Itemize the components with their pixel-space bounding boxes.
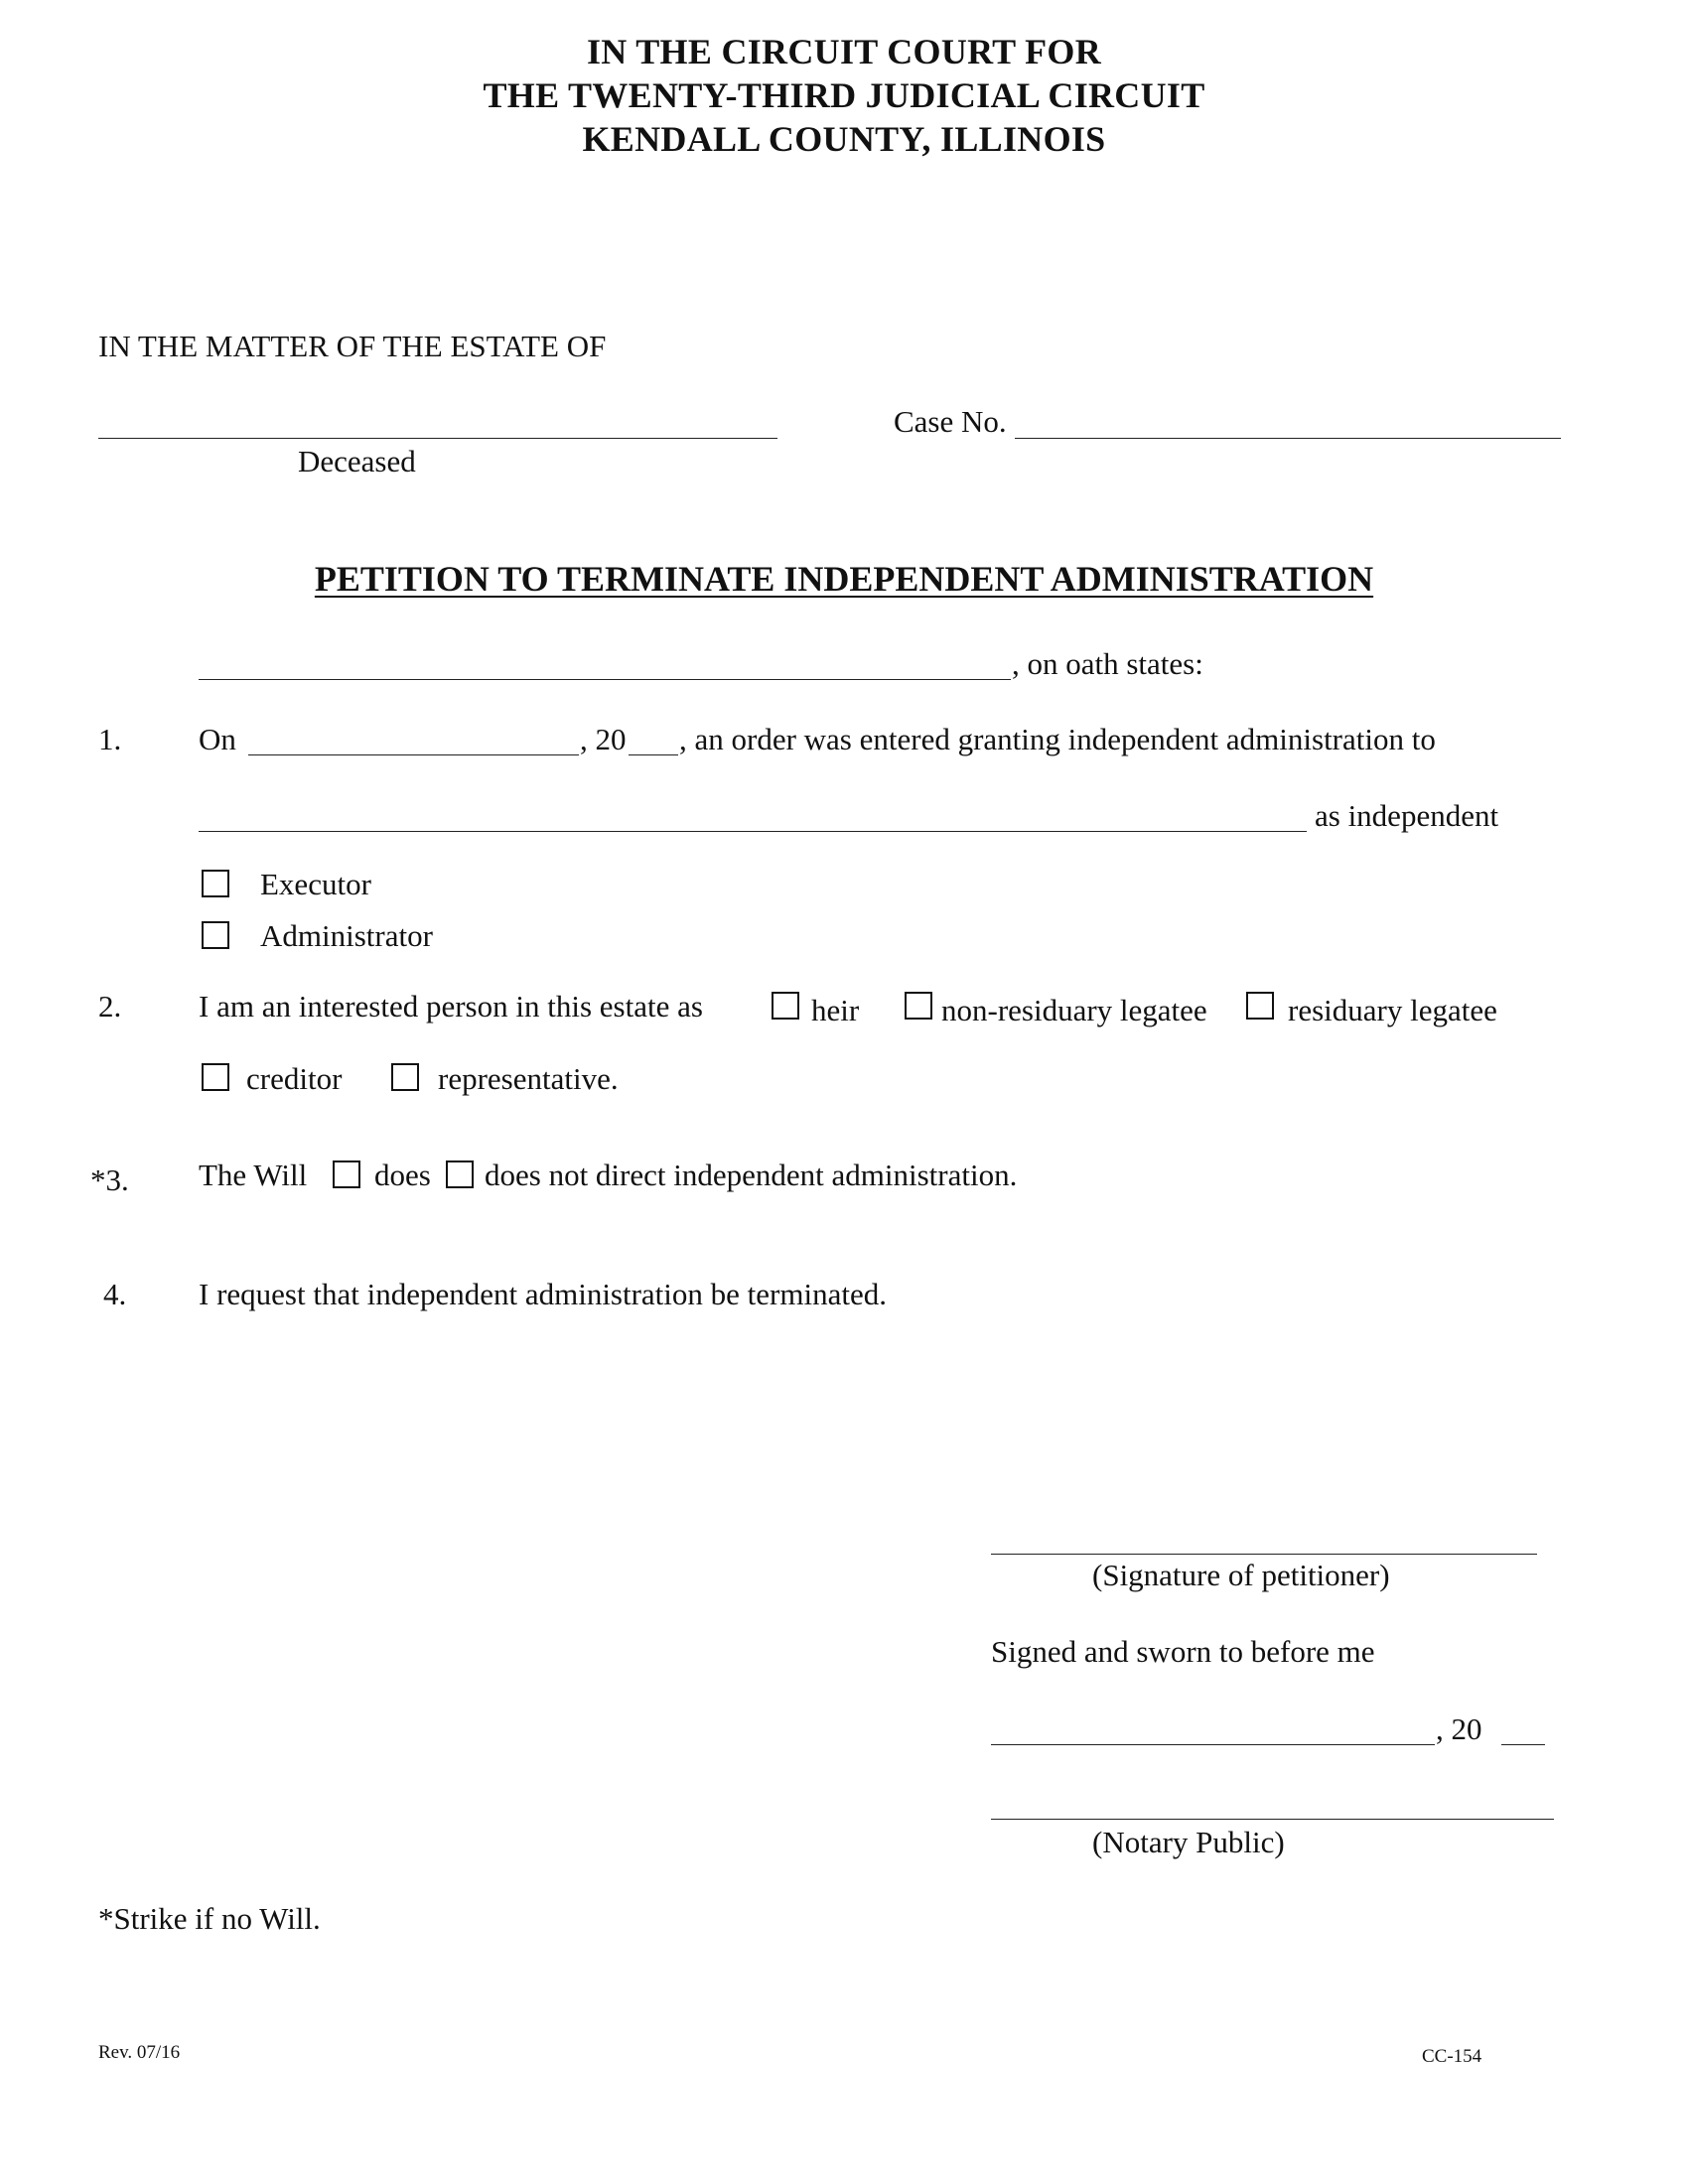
case-number-field[interactable] bbox=[1015, 438, 1561, 439]
residuary-legatee-label: residuary legatee bbox=[1288, 993, 1497, 1027]
sworn-year-prefix: , 20 bbox=[1436, 1711, 1482, 1746]
footnote: *Strike if no Will. bbox=[98, 1901, 321, 1936]
non-residuary-legatee-label: non-residuary legatee bbox=[941, 993, 1207, 1027]
order-date-field[interactable] bbox=[248, 754, 579, 755]
will-does-checkbox[interactable] bbox=[333, 1160, 360, 1188]
as-independent-text: as independent bbox=[1315, 798, 1499, 833]
item4-text: I request that independent administration be terminated. bbox=[199, 1277, 887, 1311]
estate-matter-label: IN THE MATTER OF THE ESTATE OF bbox=[98, 329, 607, 363]
heir-checkbox[interactable] bbox=[772, 992, 799, 1020]
representative-checkbox[interactable] bbox=[391, 1063, 419, 1091]
item3-text: The Will bbox=[199, 1158, 308, 1192]
item2-text: I am an interested person in this estate as bbox=[199, 989, 703, 1024]
will-does-label: does bbox=[374, 1158, 431, 1192]
representative-label: representative. bbox=[438, 1061, 619, 1096]
petitioner-signature-field[interactable] bbox=[991, 1554, 1537, 1555]
sworn-text: Signed and sworn to before me bbox=[991, 1634, 1375, 1669]
decedent-name-field[interactable] bbox=[98, 438, 777, 439]
will-does-not-label: does not direct independent administration. bbox=[485, 1158, 1018, 1192]
executor-label: Executor bbox=[260, 867, 371, 901]
petition-title: PETITION TO TERMINATE INDEPENDENT ADMINISTRATION bbox=[314, 559, 1374, 599]
court-header bbox=[0, 30, 1688, 161]
representative-name-field[interactable] bbox=[199, 831, 1307, 832]
creditor-label: creditor bbox=[246, 1061, 343, 1096]
item1-year-prefix: , 20 bbox=[580, 722, 627, 756]
sworn-date-field[interactable] bbox=[991, 1744, 1435, 1745]
residuary-legatee-checkbox[interactable] bbox=[1246, 992, 1274, 1020]
court-header-line1: IN THE CIRCUIT COURT FOR bbox=[586, 32, 1102, 71]
creditor-checkbox[interactable] bbox=[202, 1063, 229, 1091]
non-residuary-legatee-checkbox[interactable] bbox=[905, 992, 932, 1020]
sworn-year-field[interactable] bbox=[1501, 1744, 1545, 1745]
item1-on-label: On bbox=[199, 722, 236, 756]
heir-label: heir bbox=[811, 993, 860, 1027]
order-year-field[interactable] bbox=[629, 754, 678, 755]
petitioner-name-field[interactable] bbox=[199, 679, 1011, 680]
case-no-label: Case No. bbox=[894, 404, 1007, 439]
administrator-checkbox[interactable] bbox=[202, 921, 229, 949]
court-header-line2: THE TWENTY-THIRD JUDICIAL CIRCUIT bbox=[483, 75, 1205, 115]
revision-label: Rev. 07/16 bbox=[98, 2042, 181, 2063]
petitioner-signature-label: (Signature of petitioner) bbox=[1092, 1558, 1390, 1592]
will-does-not-checkbox[interactable] bbox=[446, 1160, 474, 1188]
executor-checkbox[interactable] bbox=[202, 870, 229, 897]
oath-text: , on oath states: bbox=[1012, 646, 1203, 681]
item4-number: 4. bbox=[103, 1277, 127, 1311]
item3-number: *3. bbox=[90, 1162, 129, 1197]
notary-signature-field[interactable] bbox=[991, 1819, 1554, 1820]
court-header-line3: KENDALL COUNTY, ILLINOIS bbox=[582, 119, 1106, 159]
deceased-label: Deceased bbox=[298, 444, 416, 478]
item1-order-text: , an order was entered granting independent administration to bbox=[679, 722, 1436, 756]
form-number: CC-154 bbox=[1422, 2046, 1482, 2067]
notary-label: (Notary Public) bbox=[1092, 1825, 1285, 1859]
administrator-label: Administrator bbox=[260, 918, 433, 953]
item1-number: 1. bbox=[98, 722, 122, 756]
item2-number: 2. bbox=[98, 989, 122, 1024]
